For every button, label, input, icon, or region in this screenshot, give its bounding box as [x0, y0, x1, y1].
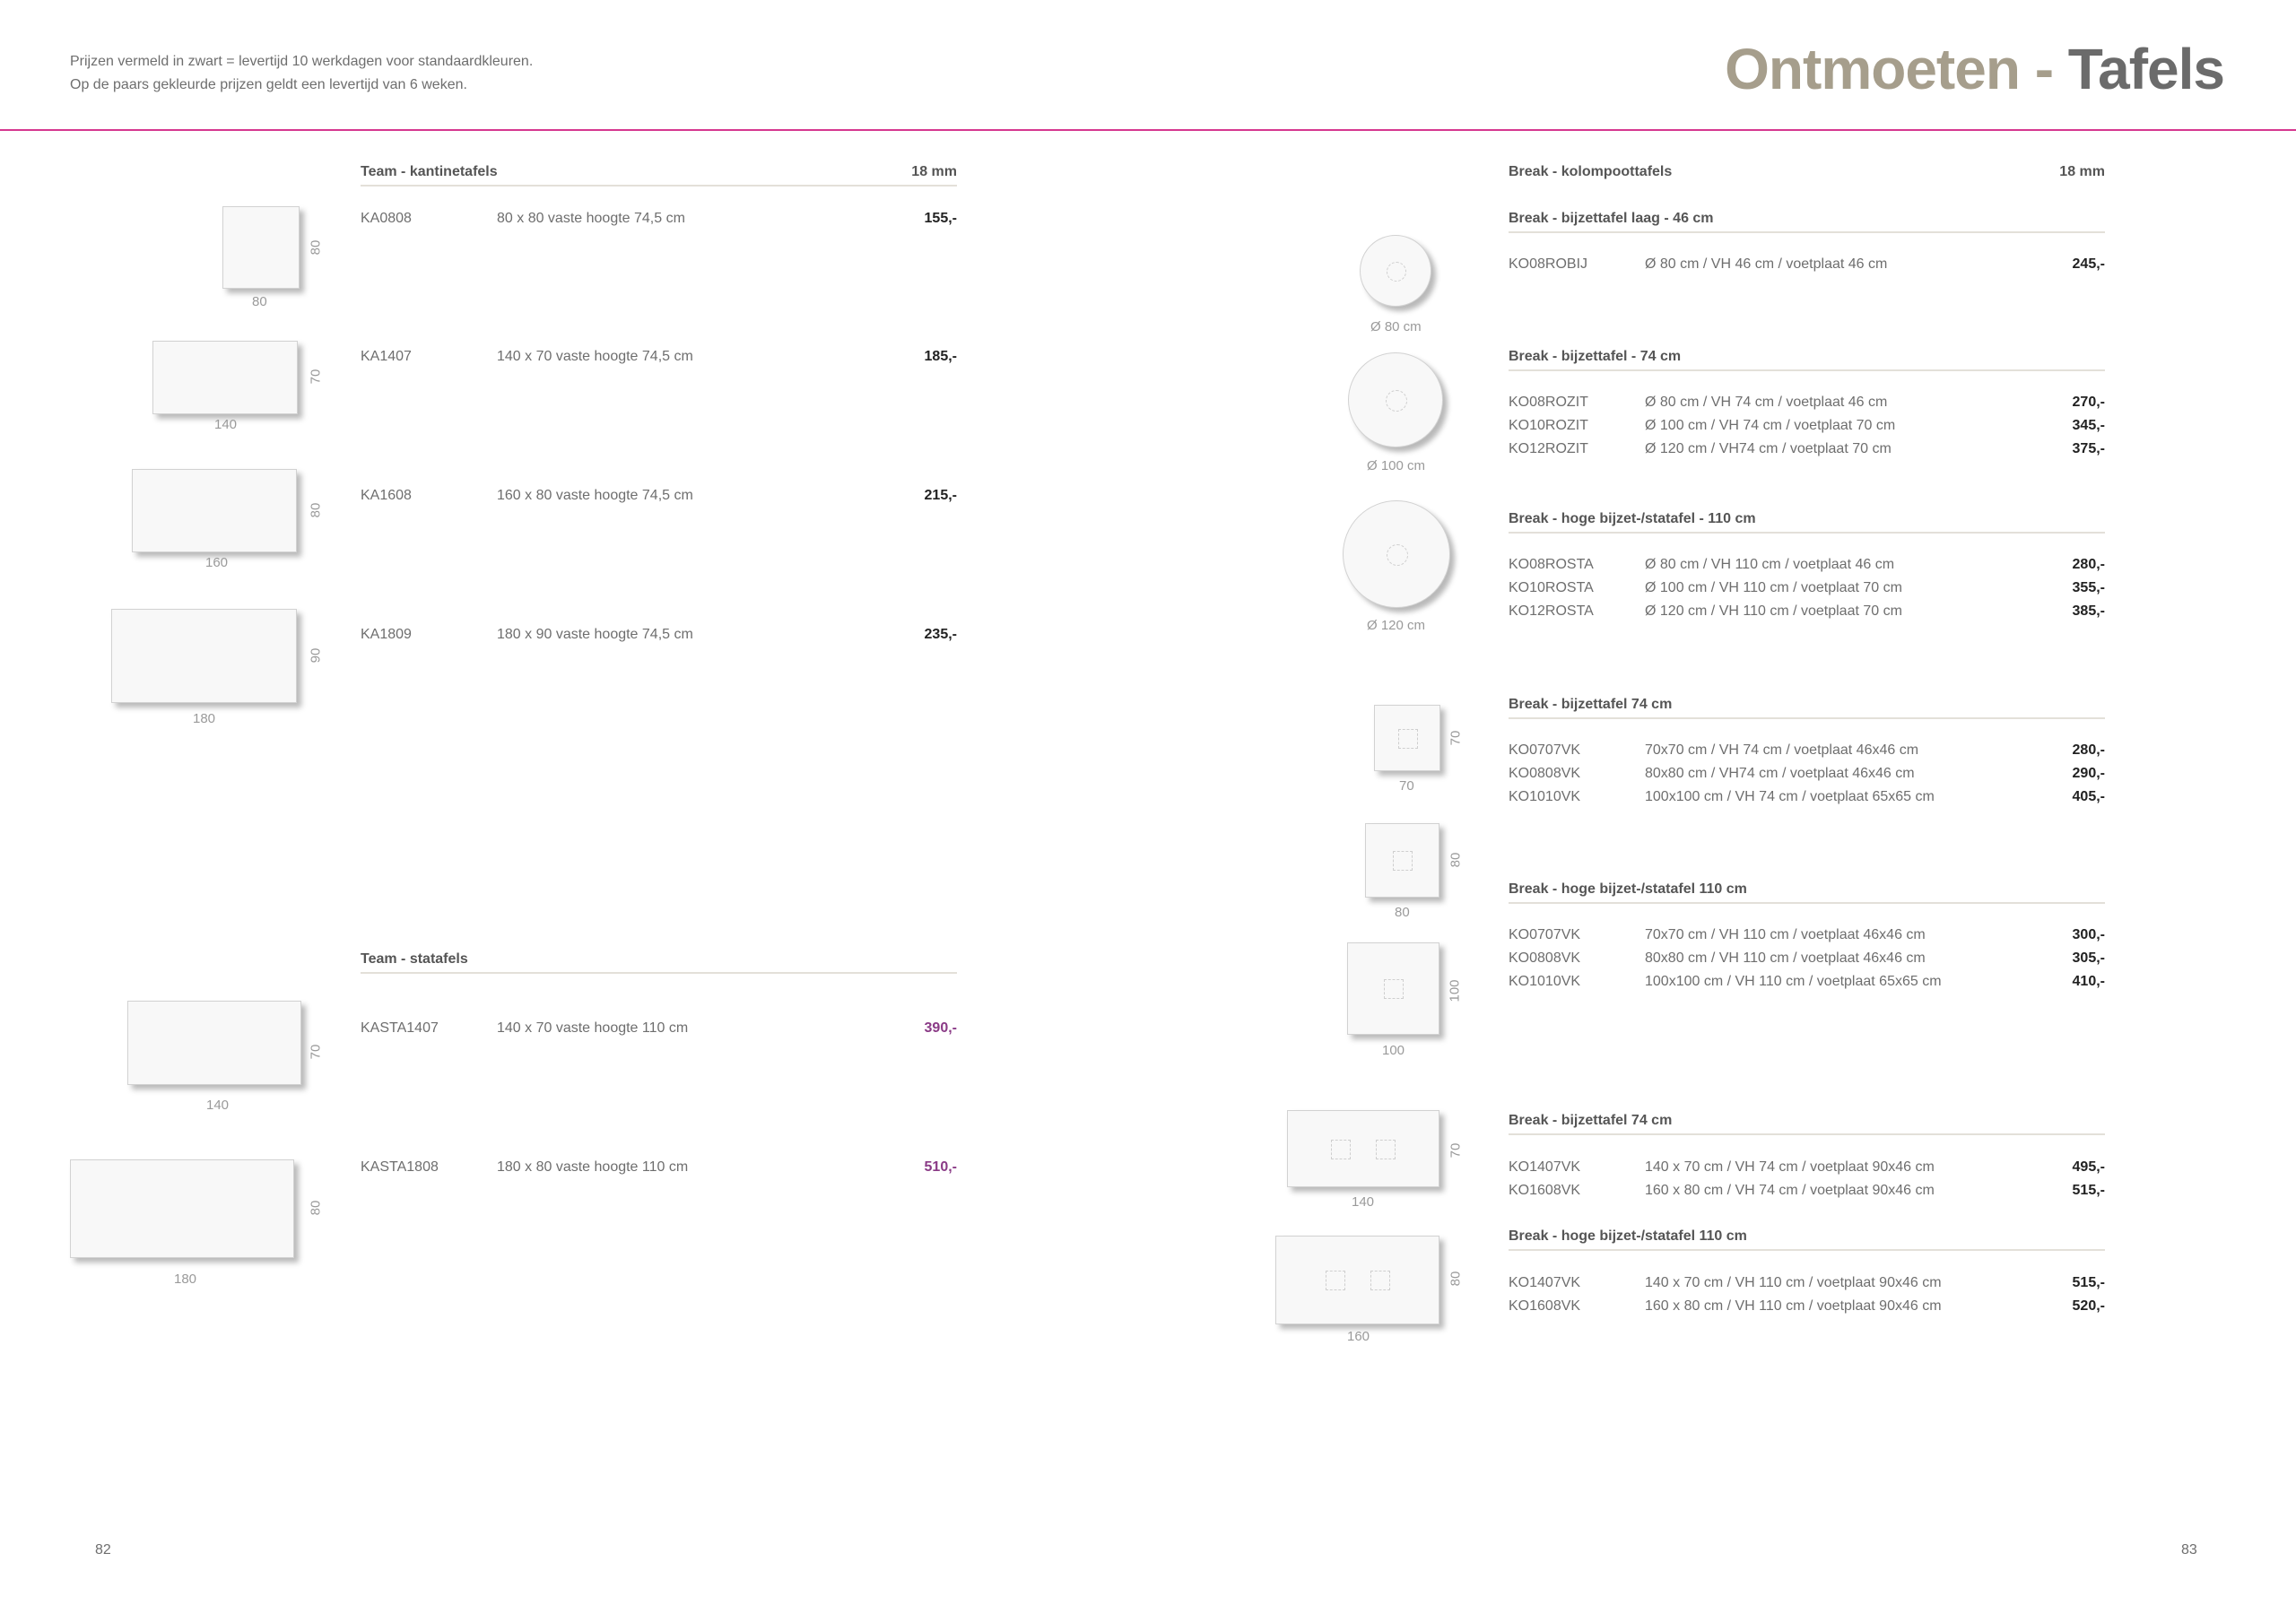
product-row: [1509, 577, 2105, 600]
product-description: Ø 100 cm / VH 74 cm / voetplaat 70 cm: [1645, 418, 1896, 433]
subsection-heading: Break - bijzettafel laag - 46 cm: [1509, 211, 1714, 226]
page-number-right: 83: [2181, 1542, 2197, 1558]
product-price: 270,-: [2072, 395, 2105, 410]
accent-divider: [0, 129, 2296, 131]
product-row: [1509, 1271, 2105, 1295]
product-price: 410,-: [2072, 974, 2105, 989]
footplate-outline: [1331, 1140, 1351, 1159]
section-rule: [1509, 1133, 2105, 1135]
product-code: KO10ROZIT: [1509, 418, 1588, 433]
section-thickness-break: 18 mm: [2059, 164, 2105, 179]
product-code: KO08ROZIT: [1509, 395, 1588, 410]
dim-width-70: 70: [1399, 778, 1414, 794]
product-description: 70x70 cm / VH 74 cm / voetplaat 46x46 cm: [1645, 742, 1919, 758]
section-rule: [1509, 532, 2105, 534]
footplate-outline: [1393, 851, 1413, 871]
product-description: 70x70 cm / VH 110 cm / voetplaat 46x46 cm: [1645, 927, 1926, 942]
dim-diameter-120: Ø 120 cm: [1367, 618, 1426, 633]
rect-table-160: [1275, 1236, 1439, 1324]
section-heading-team-kantine: Team - kantinetafels: [361, 164, 498, 179]
dim-depth-ka1608: 80: [308, 502, 324, 518]
product-code: KO0707VK: [1509, 927, 1581, 942]
dim-depth-100: 100: [1447, 979, 1463, 1002]
subsection-heading: Break - bijzettafel - 74 cm: [1509, 349, 1682, 364]
product-price: 375,-: [2072, 441, 2105, 456]
product-description: 140 x 70 cm / VH 74 cm / voetplaat 90x46 cm: [1645, 1159, 1935, 1175]
section-thickness-team-kantine: 18 mm: [911, 164, 957, 179]
subsection-heading: Break - hoge bijzet-/statafel 110 cm: [1509, 1228, 1747, 1244]
product-price: 405,-: [2072, 789, 2105, 804]
section-rule: [1509, 1249, 2105, 1251]
product-row: [1509, 253, 2105, 276]
product-row-ka1608: [361, 484, 957, 508]
product-price: 290,-: [2072, 766, 2105, 781]
footplate-outline: [1384, 979, 1404, 999]
section-rule: [361, 972, 957, 974]
product-row-ka0808: [361, 207, 957, 230]
dim-width-100: 100: [1382, 1043, 1405, 1058]
product-row-kasta1407: [361, 1017, 957, 1040]
product-row: [1509, 785, 2105, 809]
product-price: 280,-: [2072, 557, 2105, 572]
section-rule: [1509, 369, 2105, 371]
delivery-note-line-2: Op de paars gekleurde prijzen geldt een levertijd van 6 weken.: [70, 77, 467, 92]
product-price: 305,-: [2072, 950, 2105, 966]
product-code: KASTA1407: [361, 1020, 439, 1036]
subsection-heading: Break - bijzettafel 74 cm: [1509, 1113, 1673, 1128]
product-price: 235,-: [924, 627, 957, 642]
product-row-kasta1808: [361, 1156, 957, 1179]
product-description: 140 x 70 cm / VH 110 cm / voetplaat 90x46 cm: [1645, 1275, 1942, 1290]
subsection-heading: Break - hoge bijzet-/statafel 110 cm: [1509, 881, 1747, 897]
product-description: 160 x 80 vaste hoogte 74,5 cm: [497, 488, 693, 503]
product-description: Ø 120 cm / VH 110 cm / voetplaat 70 cm: [1645, 603, 1902, 619]
product-price: 495,-: [2072, 1159, 2105, 1175]
dim-depth-80: 80: [1448, 852, 1464, 868]
product-code: KO1608VK: [1509, 1298, 1581, 1314]
dim-width-160: 160: [1347, 1329, 1370, 1344]
delivery-note: [70, 50, 533, 97]
product-row-ka1407: [361, 345, 957, 369]
product-code: KA1608: [361, 488, 412, 503]
dim-depth-ka1809: 90: [308, 647, 324, 664]
product-row: [1509, 970, 2105, 994]
product-description: 80 x 80 vaste hoogte 74,5 cm: [497, 211, 685, 226]
dim-width-kasta1808: 180: [174, 1271, 197, 1287]
rect-table-140: [1287, 1110, 1439, 1187]
dim-depth-ka1407: 70: [308, 369, 324, 385]
product-description: Ø 80 cm / VH 46 cm / voetplaat 46 cm: [1645, 256, 1888, 272]
page-title-separator: -: [2019, 37, 2068, 101]
product-price: 300,-: [2072, 927, 2105, 942]
product-code: KA0808: [361, 211, 412, 226]
product-row: [1509, 739, 2105, 762]
table-shape-kasta1407: [127, 1001, 301, 1085]
table-shape-kasta1808: [70, 1159, 294, 1258]
square-table-80: [1365, 823, 1439, 898]
product-price: 155,-: [924, 211, 957, 226]
dim-depth-140: 70: [1448, 1142, 1464, 1159]
product-code: KO0808VK: [1509, 950, 1581, 966]
dim-depth-ka0808: 80: [308, 239, 324, 256]
product-price: 355,-: [2072, 580, 2105, 595]
product-price: 245,-: [2072, 256, 2105, 272]
product-code: KO08ROBIJ: [1509, 256, 1588, 272]
table-shape-ka0808: [222, 206, 300, 289]
product-code: KO1010VK: [1509, 974, 1581, 989]
dim-width-ka1809: 180: [193, 711, 216, 726]
square-table-100: [1347, 942, 1439, 1035]
product-row: [1509, 924, 2105, 947]
product-row: [1509, 1295, 2105, 1318]
dim-depth-kasta1407: 70: [308, 1044, 324, 1060]
footplate-outline: [1376, 1140, 1396, 1159]
product-price: 520,-: [2072, 1298, 2105, 1314]
product-row: [1509, 391, 2105, 414]
product-description: Ø 120 cm / VH74 cm / voetplaat 70 cm: [1645, 441, 1892, 456]
dim-depth-160: 80: [1448, 1271, 1464, 1287]
product-description: 100x100 cm / VH 74 cm / voetplaat 65x65 cm: [1645, 789, 1935, 804]
subsection-heading: Break - hoge bijzet-/statafel - 110 cm: [1509, 511, 1756, 526]
product-row: [1509, 1156, 2105, 1179]
dim-width-ka0808: 80: [252, 294, 267, 309]
section-rule: [361, 185, 957, 187]
product-description: Ø 100 cm / VH 110 cm / voetplaat 70 cm: [1645, 580, 1902, 595]
product-code: KO1608VK: [1509, 1183, 1581, 1198]
product-description: 160 x 80 cm / VH 110 cm / voetplaat 90x46 cm: [1645, 1298, 1942, 1314]
product-row: [1509, 947, 2105, 970]
dim-width-80: 80: [1395, 905, 1410, 920]
product-code: KO0808VK: [1509, 766, 1581, 781]
product-code: KASTA1808: [361, 1159, 439, 1175]
product-row: [1509, 438, 2105, 461]
product-price: 515,-: [2072, 1183, 2105, 1198]
footplate-outline: [1387, 262, 1406, 282]
square-table-70: [1374, 705, 1440, 771]
footplate-outline: [1387, 544, 1408, 566]
product-price: 185,-: [924, 349, 957, 364]
section-heading-break: Break - kolompoottafels: [1509, 164, 1673, 179]
product-code: KO0707VK: [1509, 742, 1581, 758]
footplate-outline: [1326, 1271, 1345, 1290]
product-description: 140 x 70 vaste hoogte 110 cm: [497, 1020, 689, 1036]
product-description: Ø 80 cm / VH 74 cm / voetplaat 46 cm: [1645, 395, 1888, 410]
product-description: 180 x 90 vaste hoogte 74,5 cm: [497, 627, 693, 642]
product-code: KO1010VK: [1509, 789, 1581, 804]
product-code: KA1809: [361, 627, 412, 642]
product-code: KO1407VK: [1509, 1275, 1581, 1290]
dim-diameter-80: Ø 80 cm: [1370, 319, 1422, 334]
dim-width-140: 140: [1352, 1194, 1375, 1210]
dim-width-kasta1407: 140: [206, 1098, 230, 1113]
product-code: KO12ROZIT: [1509, 441, 1588, 456]
product-price: 515,-: [2072, 1275, 2105, 1290]
page-title-part-2: Tafels: [2067, 37, 2224, 101]
product-row: [1509, 600, 2105, 623]
product-description: Ø 80 cm / VH 110 cm / voetplaat 46 cm: [1645, 557, 1895, 572]
product-code: KA1407: [361, 349, 412, 364]
product-row-ka1809: [361, 623, 957, 647]
table-shape-ka1407: [152, 341, 298, 414]
product-row: [1509, 414, 2105, 438]
product-price: 345,-: [2072, 418, 2105, 433]
dim-diameter-100: Ø 100 cm: [1367, 458, 1426, 473]
product-description: 100x100 cm / VH 110 cm / voetplaat 65x65 cm: [1645, 974, 1942, 989]
product-price: 385,-: [2072, 603, 2105, 619]
footplate-outline: [1386, 390, 1407, 412]
product-description: 160 x 80 cm / VH 74 cm / voetplaat 90x46 cm: [1645, 1183, 1935, 1198]
table-shape-ka1608: [132, 469, 297, 552]
product-price: 390,-: [924, 1020, 957, 1036]
subsection-heading: Break - bijzettafel 74 cm: [1509, 697, 1673, 712]
dim-depth-70: 70: [1448, 730, 1464, 746]
round-table-80: [1360, 235, 1431, 307]
section-rule: [1509, 231, 2105, 233]
page-title: [1725, 38, 2224, 100]
product-row: [1509, 1179, 2105, 1202]
table-shape-ka1809: [111, 609, 297, 703]
product-description: 80x80 cm / VH 110 cm / voetplaat 46x46 cm: [1645, 950, 1926, 966]
product-code: KO1407VK: [1509, 1159, 1581, 1175]
product-description: 80x80 cm / VH74 cm / voetplaat 46x46 cm: [1645, 766, 1915, 781]
product-code: KO08ROSTA: [1509, 557, 1594, 572]
dim-width-ka1407: 140: [214, 417, 238, 432]
footplate-outline: [1398, 729, 1418, 749]
product-description: 140 x 70 vaste hoogte 74,5 cm: [497, 349, 693, 364]
product-price: 215,-: [924, 488, 957, 503]
page-number-left: 82: [95, 1542, 111, 1558]
delivery-note-line-1: Prijzen vermeld in zwart = levertijd 10 werkdagen voor standaardkleuren.: [70, 54, 534, 69]
footplate-outline: [1370, 1271, 1390, 1290]
product-row: [1509, 553, 2105, 577]
round-table-120: [1343, 500, 1450, 608]
product-code: KO12ROSTA: [1509, 603, 1594, 619]
round-table-100: [1348, 352, 1443, 447]
section-rule: [1509, 717, 2105, 719]
page-title-part-1: Ontmoeten: [1725, 37, 2020, 101]
product-price: 280,-: [2072, 742, 2105, 758]
product-price: 510,-: [924, 1159, 957, 1175]
product-row: [1509, 762, 2105, 785]
dim-depth-kasta1808: 80: [308, 1200, 324, 1216]
section-rule: [1509, 902, 2105, 904]
dim-width-ka1608: 160: [205, 555, 229, 570]
product-code: KO10ROSTA: [1509, 580, 1594, 595]
product-description: 180 x 80 vaste hoogte 110 cm: [497, 1159, 689, 1175]
section-heading-team-sta: Team - statafels: [361, 951, 468, 967]
